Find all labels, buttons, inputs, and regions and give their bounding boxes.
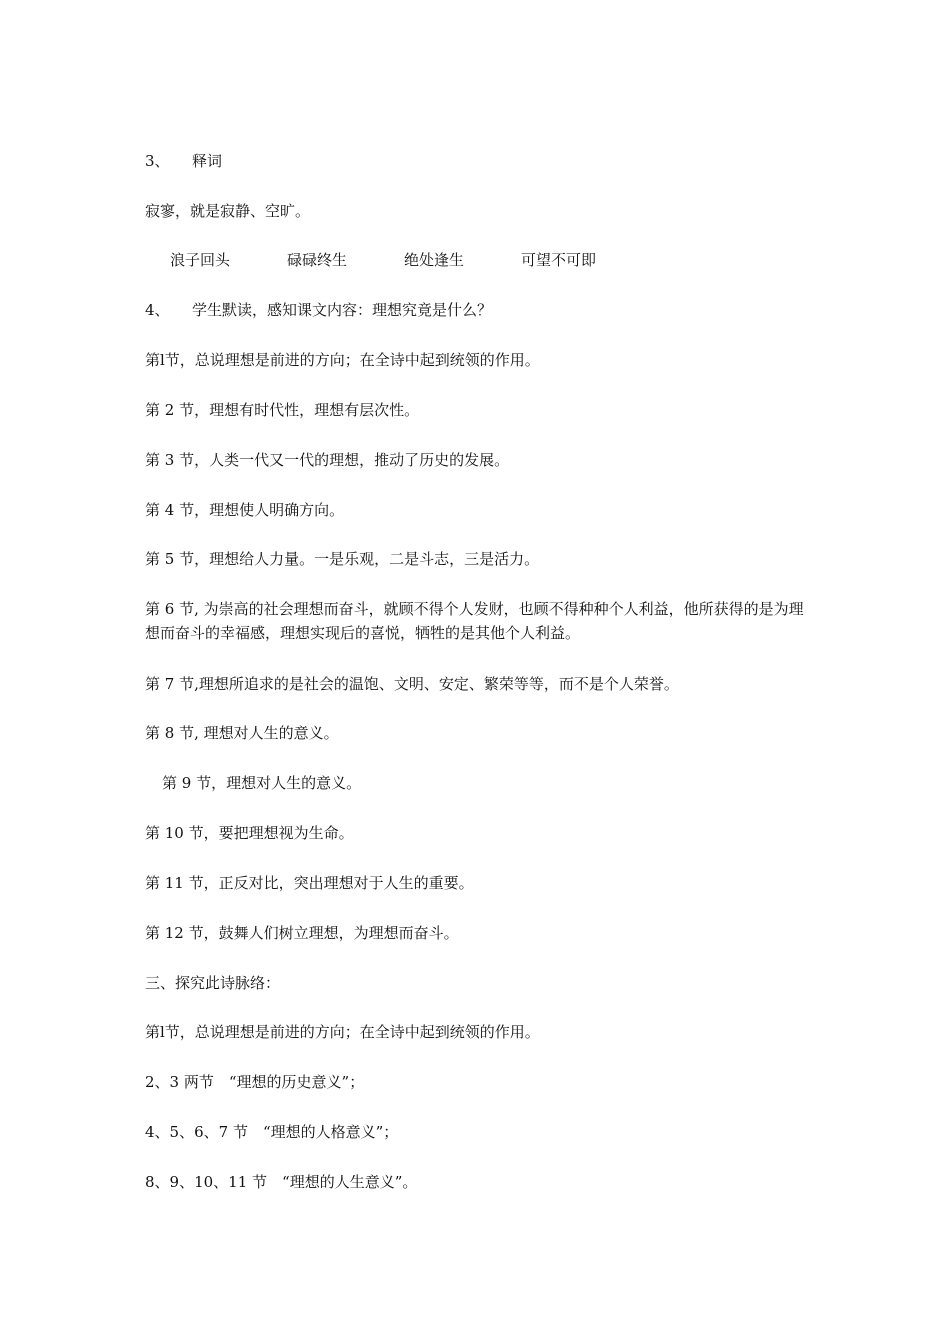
section-summary: 第 8 节, 理想对人生的意义。 bbox=[145, 724, 339, 742]
section-summary: 第 6 节, 为崇高的社会理想而奋斗，就顾不得个人发财，也顾不得种种个人利益，他所获得的是为理想而奋斗的幸福感，理想实现后的喜悦，牺牲的是其他个人利益。 bbox=[145, 600, 804, 642]
idiom-list bbox=[170, 250, 770, 272]
section-summary: 第 3 节，人类一代又一代的理想，推动了历史的发展。 bbox=[145, 451, 510, 469]
structure-item: 第l节，总说理想是前进的方向；在全诗中起到统领的作用。 bbox=[145, 1023, 540, 1041]
section-summary: 第 9 节，理想对人生的意义。 bbox=[162, 774, 362, 792]
heading-silent-reading: 4、 学生默读，感知课文内容：理想究竟是什么？ bbox=[145, 301, 493, 319]
idiom-item: 浪子回头 bbox=[170, 251, 231, 269]
section-summary: 第 11 节，正反对比，突出理想对于人生的重要。 bbox=[145, 874, 474, 892]
section-summary: 第 10 节，要把理想视为生命。 bbox=[145, 824, 354, 842]
structure-item: 2、3 两节 “理想的历史意义”； bbox=[145, 1073, 365, 1091]
section-summary: 第 12 节，鼓舞人们树立理想，为理想而奋斗。 bbox=[145, 924, 459, 942]
idiom-item: 绝处逢生 bbox=[404, 251, 465, 269]
section-summary: 第 2 节，理想有时代性，理想有层次性。 bbox=[145, 401, 420, 419]
structure-item: 8、9、10、11 节 “理想的人生意义”。 bbox=[145, 1173, 418, 1191]
section-summary: 第 5 节，理想给人力量。一是乐观，二是斗志，三是活力。 bbox=[145, 550, 540, 568]
structure-item: 4、5、6、7 节 “理想的人格意义”； bbox=[145, 1123, 399, 1141]
idiom-item: 可望不可即 bbox=[521, 251, 597, 269]
section-summary: 第l节，总说理想是前进的方向；在全诗中起到统领的作用。 bbox=[145, 351, 540, 369]
section-summary: 第 4 节，理想使人明确方向。 bbox=[145, 501, 345, 519]
idiom-item: 碌碌终生 bbox=[287, 251, 348, 269]
heading-explain-words: 3、 释词 bbox=[145, 152, 223, 170]
section-summary: 第 7 节,理想所追求的是社会的温饱、文明、安定、繁荣等等，而不是个人荣誉。 bbox=[145, 675, 679, 693]
part3-title: 三、探究此诗脉络： bbox=[145, 974, 281, 992]
word-definition: 寂寥，就是寂静、空旷。 bbox=[145, 202, 311, 220]
